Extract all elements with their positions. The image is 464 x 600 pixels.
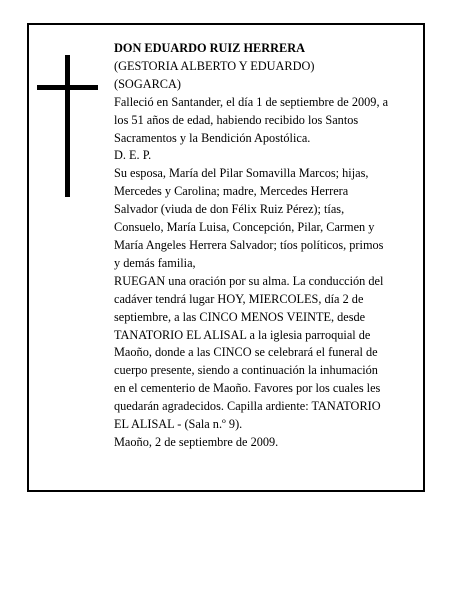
text-line: (GESTORIA ALBERTO Y EDUARDO) [114, 58, 315, 73]
text-line: cuerpo presente, siendo a continuación la inhumación [114, 363, 378, 378]
cross-vertical-bar [65, 55, 70, 197]
obituary-text [114, 40, 426, 452]
text-line: (SOGARCA) [114, 76, 181, 91]
deceased-name: DON EDUARDO RUIZ HERRERA [114, 41, 305, 55]
text-line: Maoño, 2 de septiembre de 2009. [114, 434, 279, 449]
text-line: septiembre, a las CINCO MENOS VEINTE, desde [114, 309, 366, 324]
text-line: Sacramentos y la Bendición Apostólica. [114, 130, 311, 145]
text-line: María Angeles Herrera Salvador; tíos políticos, primos [114, 237, 384, 252]
text-line: TANATORIO EL ALISAL a la iglesia parroquial de [114, 327, 371, 342]
text-line: cadáver tendrá lugar HOY, MIERCOLES, día 2 de [114, 291, 364, 306]
text-line: Falleció en Santander, el día 1 de septiembre de 2009, a [114, 94, 389, 109]
text-line: RUEGAN una oración por su alma. La conducción del [114, 273, 384, 288]
text-line: Su esposa, María del Pilar Somavilla Marcos; hijas, [114, 166, 369, 181]
text-line: D. E. P. [114, 148, 152, 163]
text-line: EL ALISAL - (Sala n.º 9). [114, 417, 243, 432]
text-line: los 51 años de edad, habiendo recibido los Santos [114, 112, 359, 127]
text-line: Consuelo, María Luisa, Concepción, Pilar, Carmen y [114, 220, 375, 235]
text-line: quedarán agradecidos. Capilla ardiente: TANATORIO [114, 399, 381, 414]
text-line: Maoño, donde a las CINCO se celebrará el funeral de [114, 345, 378, 360]
cross-horizontal-bar [37, 85, 98, 90]
text-line: y demás familia, [114, 255, 196, 270]
text-line: Salvador (viuda de don Félix Ruiz Pérez); tías, [114, 202, 345, 217]
text-line: en el cementerio de Maoño. Favores por los cuales les [114, 381, 381, 396]
text-line: Mercedes y Carolina; madre, Mercedes Herrera [114, 184, 349, 199]
